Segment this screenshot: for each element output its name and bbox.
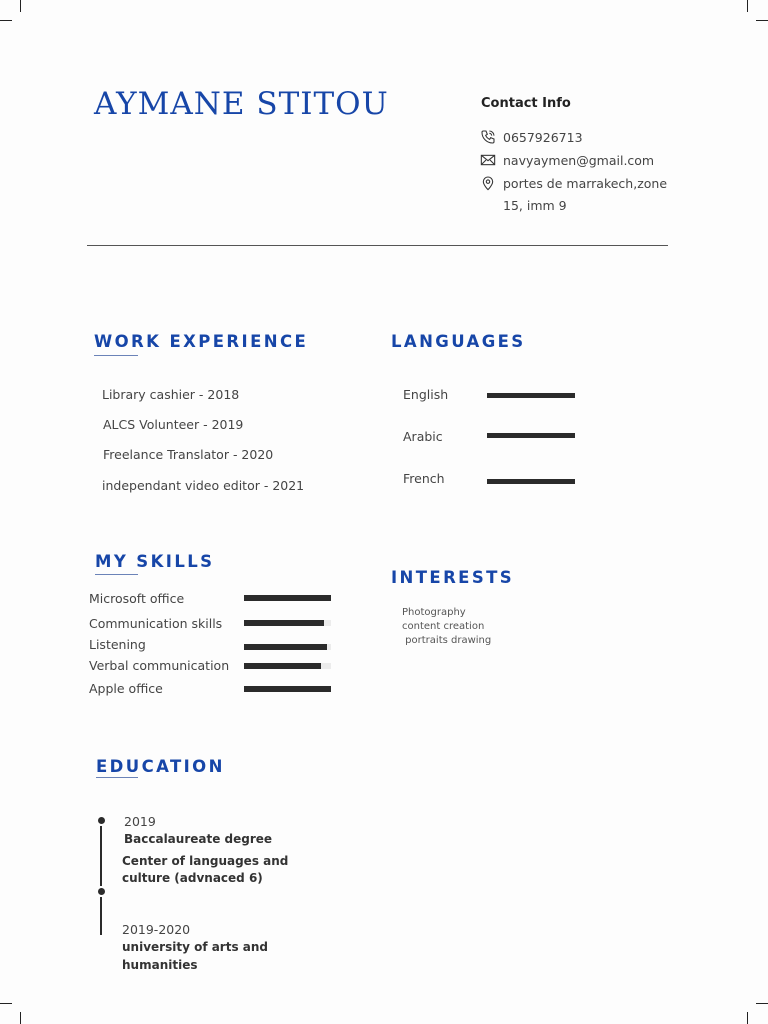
education-detail: culture (advnaced 6) bbox=[122, 871, 263, 885]
languages-heading: LANGUAGES bbox=[391, 332, 526, 351]
language-level-bar bbox=[487, 479, 575, 484]
education-year: 2019-2020 bbox=[122, 922, 191, 937]
crop-mark bbox=[0, 20, 12, 21]
education-year: 2019 bbox=[124, 814, 156, 829]
crop-mark bbox=[20, 1012, 21, 1024]
contact-address-row bbox=[479, 175, 667, 191]
crop-mark bbox=[0, 1003, 12, 1004]
education-heading: EDUCATION bbox=[96, 757, 225, 776]
heading-underline bbox=[96, 777, 138, 778]
work-item: ALCS Volunteer - 2019 bbox=[103, 417, 244, 432]
crop-mark bbox=[756, 1003, 768, 1004]
language-label: French bbox=[403, 471, 445, 486]
language-level-bar bbox=[487, 433, 575, 438]
header-divider bbox=[87, 245, 668, 246]
contact-address: portes de marrakech,zone bbox=[503, 175, 668, 191]
resume-name: AYMANE STITOU bbox=[94, 86, 389, 122]
skill-bar bbox=[244, 663, 331, 669]
phone-icon bbox=[479, 129, 497, 145]
heading-underline bbox=[94, 355, 138, 356]
crop-mark bbox=[756, 20, 768, 21]
language-level-bar bbox=[487, 393, 575, 398]
skill-label: Verbal communication bbox=[89, 658, 230, 673]
skill-label: Microsoft office bbox=[89, 591, 185, 606]
education-detail: Center of languages and bbox=[122, 854, 289, 868]
skill-label: Apple office bbox=[89, 681, 163, 696]
heading-underline bbox=[95, 574, 138, 575]
skill-bar bbox=[244, 686, 331, 692]
skill-bar bbox=[244, 595, 331, 601]
contact-phone[interactable]: 0657926713 bbox=[503, 129, 583, 145]
work-item: Library cashier - 2018 bbox=[102, 387, 240, 402]
work-item: independant video editor - 2021 bbox=[102, 478, 305, 493]
skill-label: Listening bbox=[89, 637, 146, 652]
contact-title: Contact Info bbox=[481, 96, 571, 111]
education-degree: Baccalaureate degree bbox=[124, 832, 273, 846]
timeline-dot bbox=[98, 817, 105, 824]
skills-heading: MY SKILLS bbox=[95, 552, 215, 571]
language-label: English bbox=[403, 387, 449, 402]
email-icon bbox=[479, 152, 497, 168]
language-label: Arabic bbox=[403, 429, 443, 444]
contact-email[interactable]: navyaymen@gmail.com bbox=[503, 152, 655, 168]
skill-label: Communication skills bbox=[89, 616, 223, 631]
skill-bar-fill bbox=[244, 686, 331, 692]
interest-item: Photography bbox=[402, 607, 466, 618]
skill-bar-fill bbox=[244, 595, 331, 601]
contact-email-row bbox=[479, 152, 654, 168]
contact-phone-row bbox=[479, 129, 583, 145]
education-degree: university of arts and bbox=[122, 940, 269, 954]
work-experience-heading: WORK EXPERIENCE bbox=[94, 332, 309, 351]
crop-mark bbox=[747, 1012, 748, 1024]
skill-bar-fill bbox=[244, 620, 324, 626]
timeline-line bbox=[100, 826, 102, 886]
crop-mark bbox=[747, 0, 748, 12]
skill-bar bbox=[244, 620, 331, 626]
interest-item: portraits drawing bbox=[402, 635, 492, 646]
skill-bar-fill bbox=[244, 644, 327, 650]
education-degree: humanities bbox=[122, 958, 198, 972]
skill-bar bbox=[244, 644, 331, 650]
timeline-dot bbox=[98, 888, 105, 895]
location-icon bbox=[479, 175, 497, 191]
interest-item: content creation bbox=[402, 621, 485, 632]
crop-mark bbox=[20, 0, 21, 12]
timeline-line bbox=[100, 897, 102, 935]
contact-address-line2: 15, imm 9 bbox=[503, 198, 567, 213]
skill-bar-fill bbox=[244, 663, 321, 669]
work-item: Freelance Translator - 2020 bbox=[103, 447, 274, 462]
interests-heading: INTERESTS bbox=[391, 568, 515, 587]
